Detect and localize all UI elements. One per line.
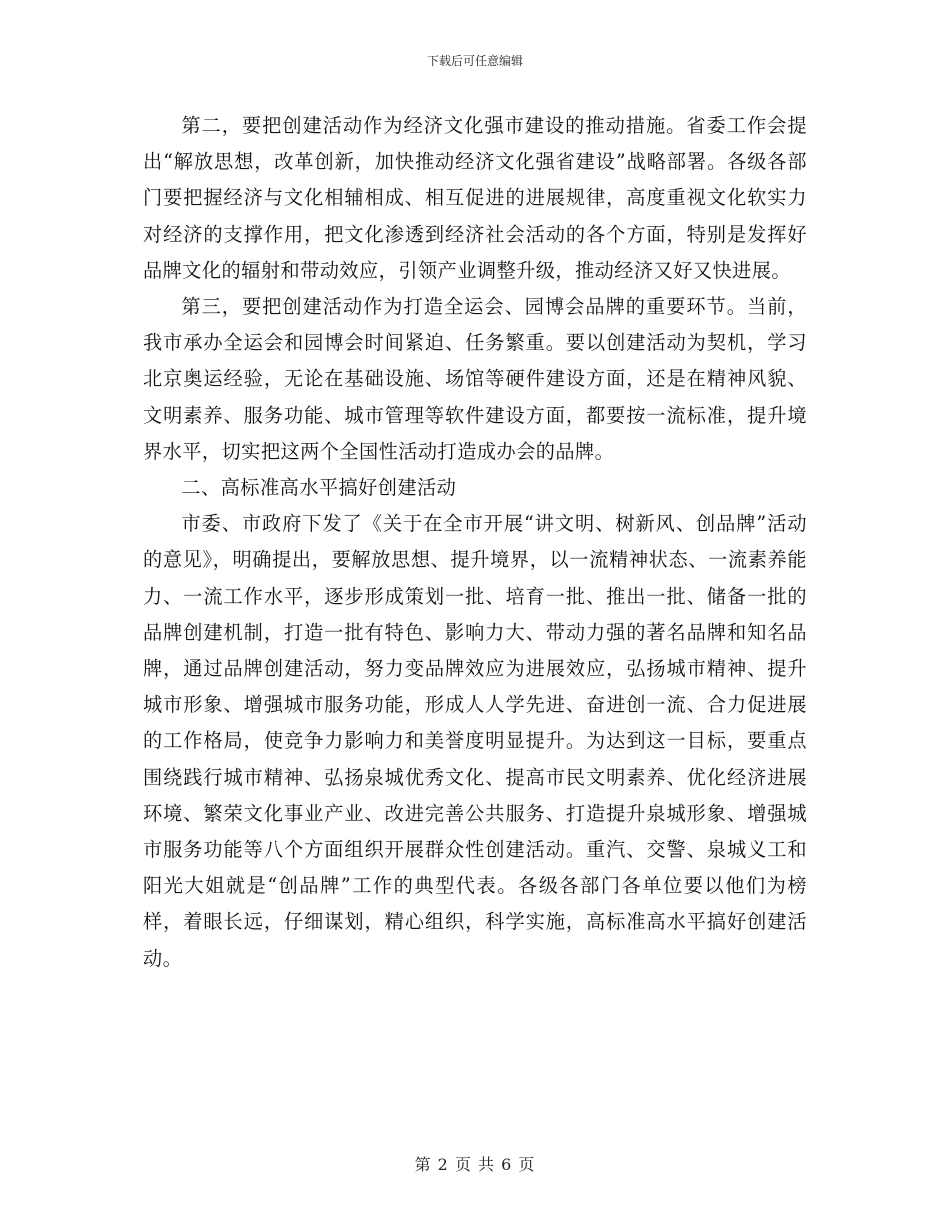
page-number: 第 2 页 共 6 页 xyxy=(414,1155,536,1174)
paragraph-creation-activity: 市委、市政府下发了《关于在全市开展“讲文明、树新风、创品牌”活动的意见》，明确提出，要解放思想、提升境界，以一流精神状态、一流素养能力、一流工作水平，逐步形成策划一批、培育一批、推出一批、储备一批的品牌创建机制，打造一批有特色、影响力大、带动力强的著名品牌和知名品牌，通过品牌创建活动，努力变品牌效应为进展效应，弘扬城市精神、提升城市形象、增强城市服务功能，形成人人学先进、奋进创一流、合力促进展的工作格局，使竞争力影响力和美誉度明显提升。为达到这一目标，要重点围绕践行城市精神、弘扬泉城优秀文化、提高市民文明素养、优化经济进展环境、繁荣文化事业产业、改进完善公共服务、打造提升泉城形象、增强城市服务功能等八个方面组织开展群众性创建活动。重汽、交警、泉城义工和阳光大姐就是“创品牌”工作的典型代表。各级各部门各单位要以他们为榜样，着眼长远，仔细谋划，精心组织，科学实施，高标准高水平搞好创建活动。 xyxy=(143,512,807,970)
paragraph-economy-culture: 第二，要把创建活动作为经济文化强市建设的推动措施。省委工作会提出“解放思想，改革创新，加快推动经济文化强省建设”战略部署。各级各部门要把握经济与文化相辅相成、相互促进的进展规律，高度重视文化软实力对经济的支撑作用，把文化渗透到经济社会活动的各个方面，特别是发挥好品牌文化的辐射和带动效应，引领产业调整升级，推动经济又好又快进展。 xyxy=(143,114,807,282)
page-header-note: 下载后可任意编辑 xyxy=(426,54,523,68)
paragraph-games-expo: 第三，要把创建活动作为打造全运会、园博会品牌的重要环节。当前，我市承办全运会和园博会时间紧迫、任务繁重。要以创建活动为契机，学习北京奥运经验，无论在基础设施、场馆等硬件建设方面，还是在精神风貌、文明素养、服务功能、城市管理等软件建设方面，都要按一流标准，提升境界水平，切实把这两个全国性活动打造成办会的品牌。 xyxy=(143,295,807,463)
section-heading: 二、高标准高水平搞好创建活动 xyxy=(181,476,457,500)
document-body xyxy=(143,108,807,977)
